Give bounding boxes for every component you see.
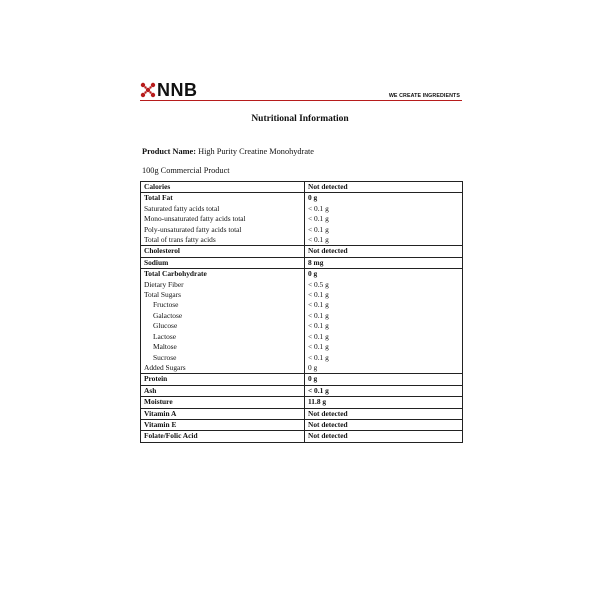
nutrient-label: Moisture — [144, 397, 173, 407]
value-cell — [305, 431, 463, 442]
company-logo — [140, 80, 198, 100]
value-cell — [305, 182, 463, 193]
table-row — [141, 374, 463, 385]
nutrient-label: Total Sugars — [144, 290, 182, 300]
table-row — [141, 246, 463, 257]
table-row — [141, 419, 463, 430]
table-row — [141, 431, 463, 442]
table-row — [141, 408, 463, 419]
nutrient-cell — [141, 397, 305, 408]
nutrient-label: Glucose — [153, 321, 178, 331]
nutrient-cell — [141, 419, 305, 430]
header-rule — [140, 100, 462, 101]
nutrient-cell — [141, 269, 305, 374]
logo-text: NNB — [157, 80, 198, 100]
nutrient-label: Fructose — [153, 300, 179, 310]
product-name-label: Product Name: — [142, 147, 196, 156]
nutrient-label: Dietary Fiber — [144, 279, 184, 289]
value-cell — [305, 269, 463, 374]
product-name-line — [142, 147, 314, 156]
nutrient-value: Not detected — [308, 431, 348, 441]
nutrient-cell — [141, 431, 305, 442]
nutrient-label: Sucrose — [153, 352, 177, 362]
value-cell — [305, 397, 463, 408]
nutrient-label: Vitamin A — [144, 408, 177, 418]
nutrient-value: Not detected — [308, 419, 348, 429]
nutrient-value: < 0.1 g — [308, 331, 329, 341]
nutrient-label: Mono-unsaturated fatty acids total — [144, 214, 246, 224]
nutrient-label: Folate/Folic Acid — [144, 431, 198, 441]
nutrient-label: Total Fat — [144, 193, 173, 203]
table-row — [141, 257, 463, 268]
table-row — [141, 385, 463, 396]
nutrient-label: Calories — [144, 182, 171, 191]
nutrient-value: < 0.5 g — [308, 279, 329, 289]
nutrient-label: Galactose — [153, 310, 183, 320]
nutrient-cell — [141, 408, 305, 419]
nutrient-value: < 0.1 g — [308, 235, 329, 245]
nutrient-label: Added Sugars — [144, 362, 186, 372]
product-name-value: High Purity Creatine Monohydrate — [198, 147, 314, 156]
nutrient-value: < 0.1 g — [308, 342, 329, 352]
nutrient-value: 11.8 g — [308, 397, 327, 407]
nutrient-value: < 0.1 g — [308, 300, 329, 310]
nutrient-value: < 0.1 g — [308, 310, 329, 320]
value-cell — [305, 385, 463, 396]
table-row — [141, 269, 463, 374]
nutrient-value: < 0.1 g — [308, 203, 329, 213]
nutrient-label: Cholesterol — [144, 246, 180, 256]
nutrient-value: < 0.1 g — [308, 352, 329, 362]
product-subtitle: 100g Commercial Product — [142, 166, 230, 175]
nutrient-value: Not detected — [308, 246, 348, 256]
value-cell — [305, 374, 463, 385]
nutrient-value: 0 g — [308, 374, 318, 384]
table-row — [141, 397, 463, 408]
nutrient-label: Poly-unsaturated fatty acids total — [144, 224, 242, 234]
nutrient-cell — [141, 182, 305, 193]
nutrient-label: Maltose — [153, 342, 177, 352]
nutrition-table — [140, 181, 463, 443]
nutrient-value: 8 mg — [308, 257, 324, 267]
value-cell — [305, 419, 463, 430]
value-cell — [305, 408, 463, 419]
nutrient-value: 0 g — [308, 269, 318, 279]
company-tagline: WE CREATE INGREDIENTS — [388, 93, 460, 99]
value-cell — [305, 246, 463, 257]
nutrient-value: Not detected — [308, 182, 348, 191]
table-row — [141, 193, 463, 246]
nnb-logo-icon — [140, 82, 156, 98]
nutrient-cell — [141, 246, 305, 257]
document-title: Nutritional Information — [251, 114, 349, 124]
nutrient-value: < 0.1 g — [308, 214, 329, 224]
nutrient-label: Lactose — [153, 331, 176, 341]
nutrient-value: Not detected — [308, 408, 348, 418]
nutrient-value: < 0.1 g — [308, 385, 329, 395]
nutrient-cell — [141, 257, 305, 268]
table-row — [141, 182, 463, 193]
nutrient-label: Protein — [144, 374, 168, 384]
nutrient-label: Vitamin E — [144, 419, 177, 429]
nutrient-value: < 0.1 g — [308, 321, 329, 331]
nutrient-label: Total of trans fatty acids — [144, 235, 216, 245]
nutrient-cell — [141, 374, 305, 385]
nutrient-label: Total Carbohydrate — [144, 269, 207, 279]
nutrient-label: Sodium — [144, 257, 169, 267]
nutrition-table-body — [141, 182, 463, 443]
nutrient-label: Ash — [144, 385, 157, 395]
nutrient-cell — [141, 385, 305, 396]
nutrient-value: 0 g — [308, 193, 318, 203]
value-cell — [305, 257, 463, 268]
nutrient-value: < 0.1 g — [308, 224, 329, 234]
value-cell — [305, 193, 463, 246]
nutrient-value: 0 g — [308, 362, 318, 372]
nutrient-value: < 0.1 g — [308, 290, 329, 300]
nutrient-label: Saturated fatty acids total — [144, 203, 220, 213]
nutrient-cell — [141, 193, 305, 246]
